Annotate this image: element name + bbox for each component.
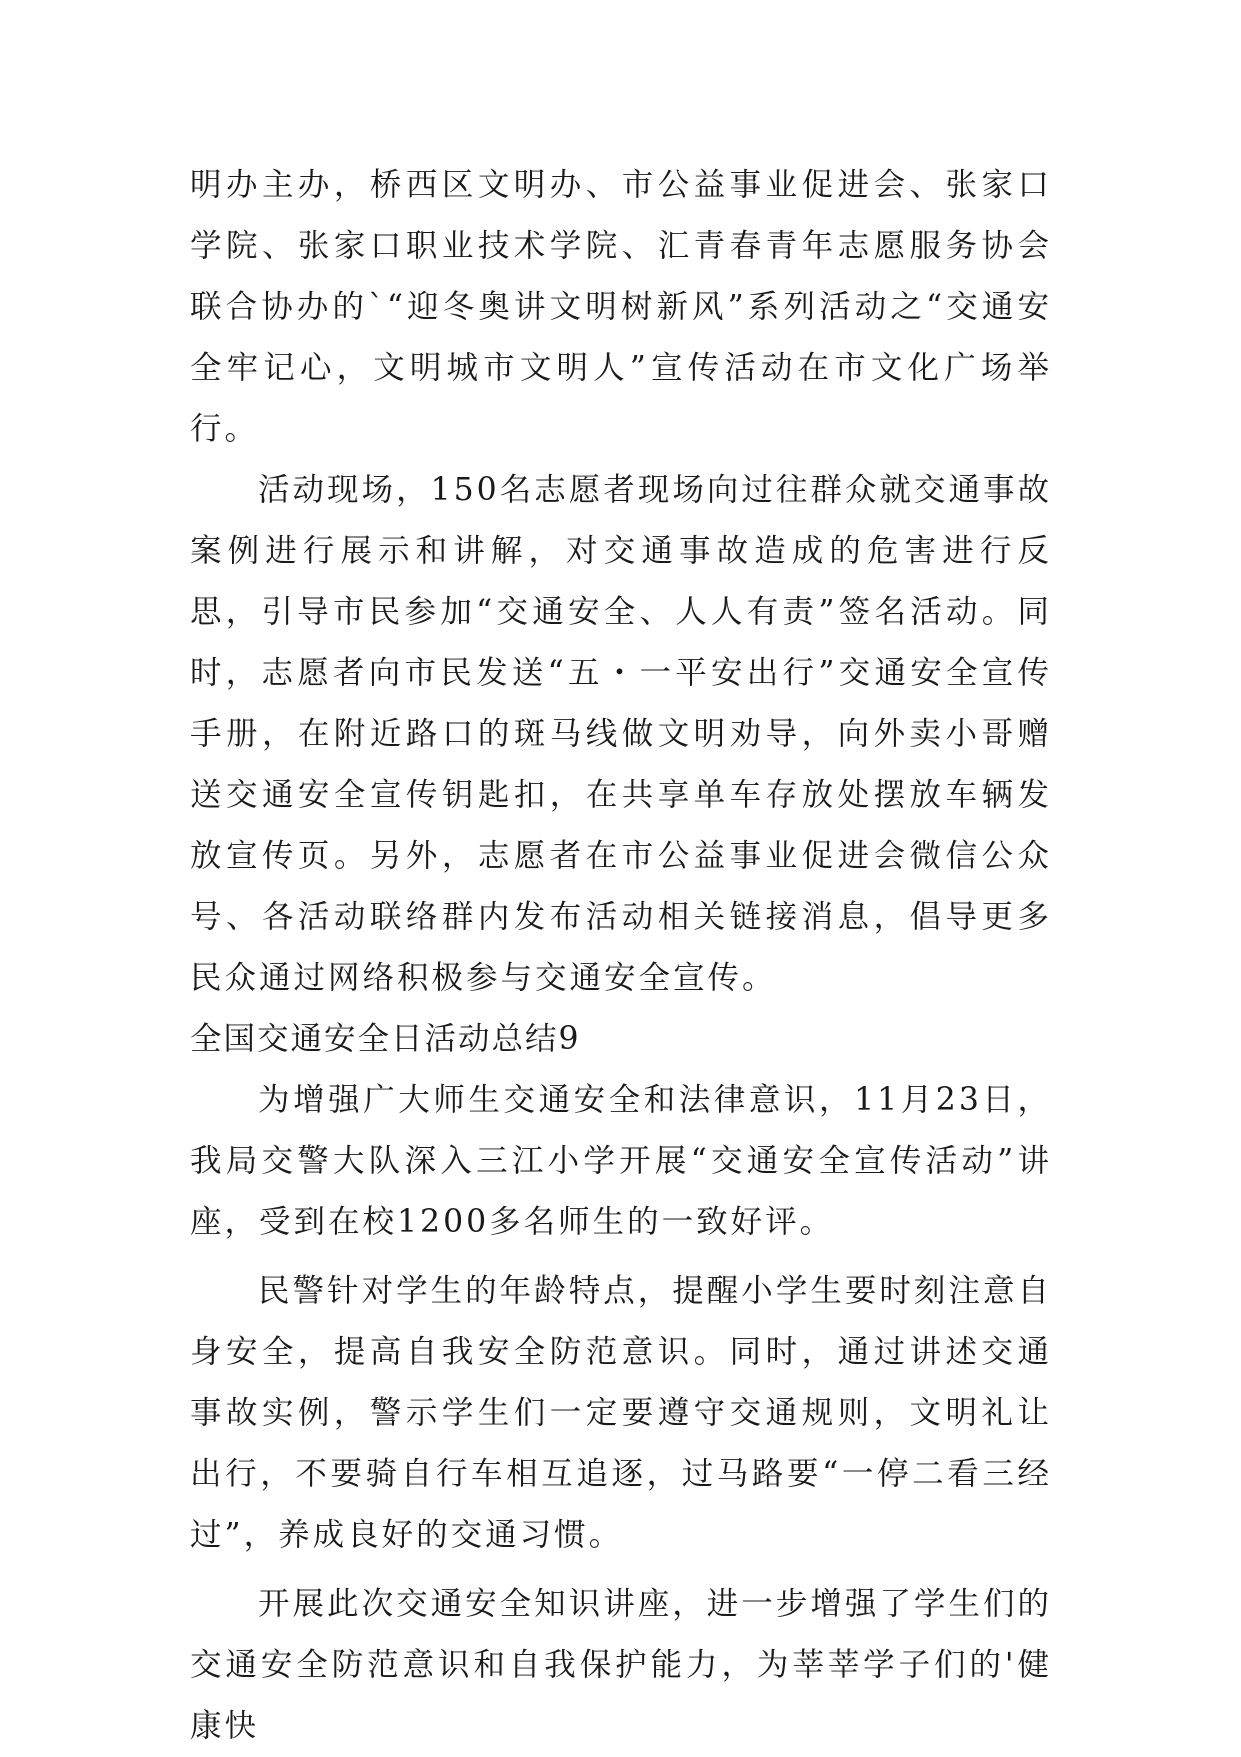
document-body bbox=[190, 155, 1052, 1757]
paragraph-spacer bbox=[190, 1253, 1052, 1261]
paragraph-spacer bbox=[190, 1566, 1052, 1574]
paragraph-continued: 明办主办，桥西区文明办、市公益事业促进会、张家口学院、张家口职业技术学院、汇青春青年志愿服务协会联合协办的`“迎冬奥讲文明树新风”系列活动之“交通安全牢记心，文明城市文明人”宣传活动在市文化广场举行。 bbox=[190, 167, 1052, 447]
paragraph-police-advice: 民警针对学生的年龄特点，提醒小学生要时刻注意自身安全，提高自我安全防范意识。同时，通过讲述交通事故实例，警示学生们一定要遵守交通规则，文明礼让出行，不要骑自行车相互追逐，过马路要“一停二看三经过”，养成良好的交通习惯。 bbox=[190, 1273, 1052, 1553]
section-heading: 全国交通安全日活动总结9 bbox=[190, 1021, 581, 1057]
paragraph-activity-scene: 活动现场，150名志愿者现场向过往群众就交通事故案例进行展示和讲解，对交通事故造成的危害进行反思，引导市民参加“交通安全、人人有责”签名活动。同时，志愿者向市民发送“五・一平安出行”交通安全宣传手册，在附近路口的斑马线做文明劝导，向外卖小哥赠送交通安全宣传钥匙扣，在共享单车存放处摆放车辆发放宣传页。另外，志愿者在市公益事业促进会微信公众号、各活动联络群内发布活动相关链接消息，倡导更多民众通过网络积极参与交通安全宣传。 bbox=[190, 472, 1052, 996]
paragraph-lecture-outcome: 开展此次交通安全知识讲座，进一步增强了学生们的交通安全防范意识和自我保护能力，为莘莘学子们的'健康快 bbox=[190, 1586, 1052, 1744]
paragraph-lecture-intro: 为增强广大师生交通安全和法律意识，11月23日，我局交警大队深入三江小学开展“交通安全宣传活动”讲座，受到在校1200多名师生的一致好评。 bbox=[190, 1082, 1052, 1240]
